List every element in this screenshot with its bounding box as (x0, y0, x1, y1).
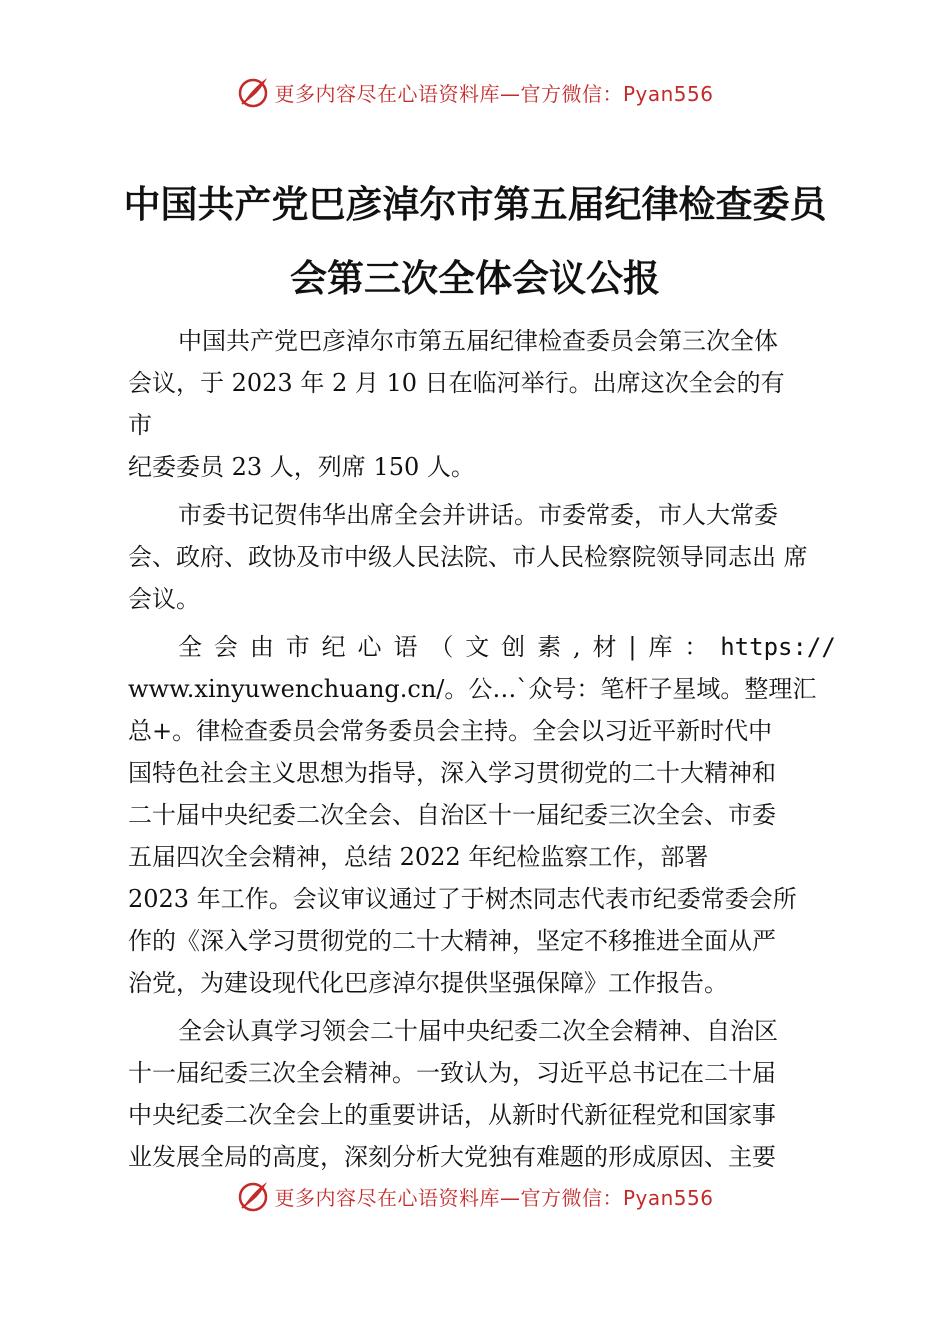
body-line: 国特色社会主义思想为指导，深入学习贯彻党的二十大精神和 (128, 759, 776, 787)
spread-token: 纪 (321, 633, 346, 661)
body-line: 2023 年工作。会议审议通过了于树杰同志代表市纪委常委会所 (128, 885, 797, 913)
body-line: 业发展全局的高度，深刻分析大党独有难题的形成原因、主要 (128, 1143, 776, 1171)
quill-logo-icon (236, 1179, 270, 1213)
body-line: 会、政府、政协及市中级人民法院、市人民检察院领导同志出 席 (128, 543, 808, 571)
header-watermark-banner (0, 70, 950, 114)
footer-watermark-banner (0, 1174, 950, 1218)
body-line: 市委书记贺伟华出席全会并讲话。市委常委，市人大常委 (178, 501, 778, 529)
body-line: 中央纪委二次全会上的重要讲话，从新时代新征程党和国家事 (128, 1101, 776, 1129)
body-line: 纪委委员 23 人，列席 150 人。 (128, 453, 475, 481)
body-line: www.xinyuwenchuang.cn/。公…`众号：笔杆子星域。整理汇 (128, 675, 817, 703)
body-line: 会议。 (128, 585, 200, 613)
spread-token: 市 (285, 633, 310, 661)
body-line: 五届四次全会精神，总结 2022 年纪检监察工作，部署 (128, 843, 709, 871)
body-line: 治党，为建设现代化巴彦淖尔提供坚强保障》工作报告。 (128, 969, 728, 997)
body-line: 会议，于 2023 年 2 月 10 日在临河举行。出席这次全会的有 (128, 369, 785, 397)
spread-token: （ (429, 633, 454, 661)
document-title-line-2: 会第三次全体会议公报 (290, 257, 660, 300)
body-line: 十一届纪委三次全会精神。一致认为，习近平总书记在二十届 (128, 1059, 776, 1087)
document-body (128, 320, 836, 1178)
body-line: 全会认真学习领会二十届中央纪委二次全会精神、自治区 (178, 1017, 778, 1045)
body-line: 二十届中央纪委二次全会、自治区十一届纪委三次全会、市委 (128, 801, 776, 829)
watermark-text: 更多内容尽在心语资料库—官方微信：Pyan556 (274, 1185, 714, 1210)
spread-token: 材 (592, 633, 617, 661)
spread-token: 心 (357, 633, 382, 661)
spread-token: 库 (648, 633, 673, 661)
spread-token: 会 (213, 633, 238, 661)
spread-token: , (572, 633, 581, 661)
spread-token: 由 (249, 633, 274, 661)
body-line: 市 (128, 411, 152, 439)
spread-token: | (628, 633, 637, 661)
spread-line (128, 626, 836, 668)
spread-token-url: https:// (720, 633, 836, 661)
watermark-text: 更多内容尽在心语资料库—官方微信：Pyan556 (274, 81, 714, 106)
spread-token: 全 (178, 633, 202, 661)
spread-token: ： (684, 633, 709, 661)
spread-token: 创 (501, 633, 526, 661)
body-line: 作的《深入学习贯彻党的二十大精神，坚定不移推进全面从严 (128, 927, 776, 955)
document-title-line-1: 中国共产党巴彦淖尔市第五届纪律检查委员 (123, 183, 827, 226)
body-line: 总+。律检查委员会常务委员会主持。全会以习近平新时代中 (128, 717, 773, 745)
spread-token: 语 (393, 633, 418, 661)
spread-token: 文 (465, 633, 490, 661)
body-line: 中国共产党巴彦淖尔市第五届纪律检查委员会第三次全体 (178, 327, 778, 355)
spread-token: 素 (537, 633, 562, 661)
quill-logo-icon (236, 75, 270, 109)
